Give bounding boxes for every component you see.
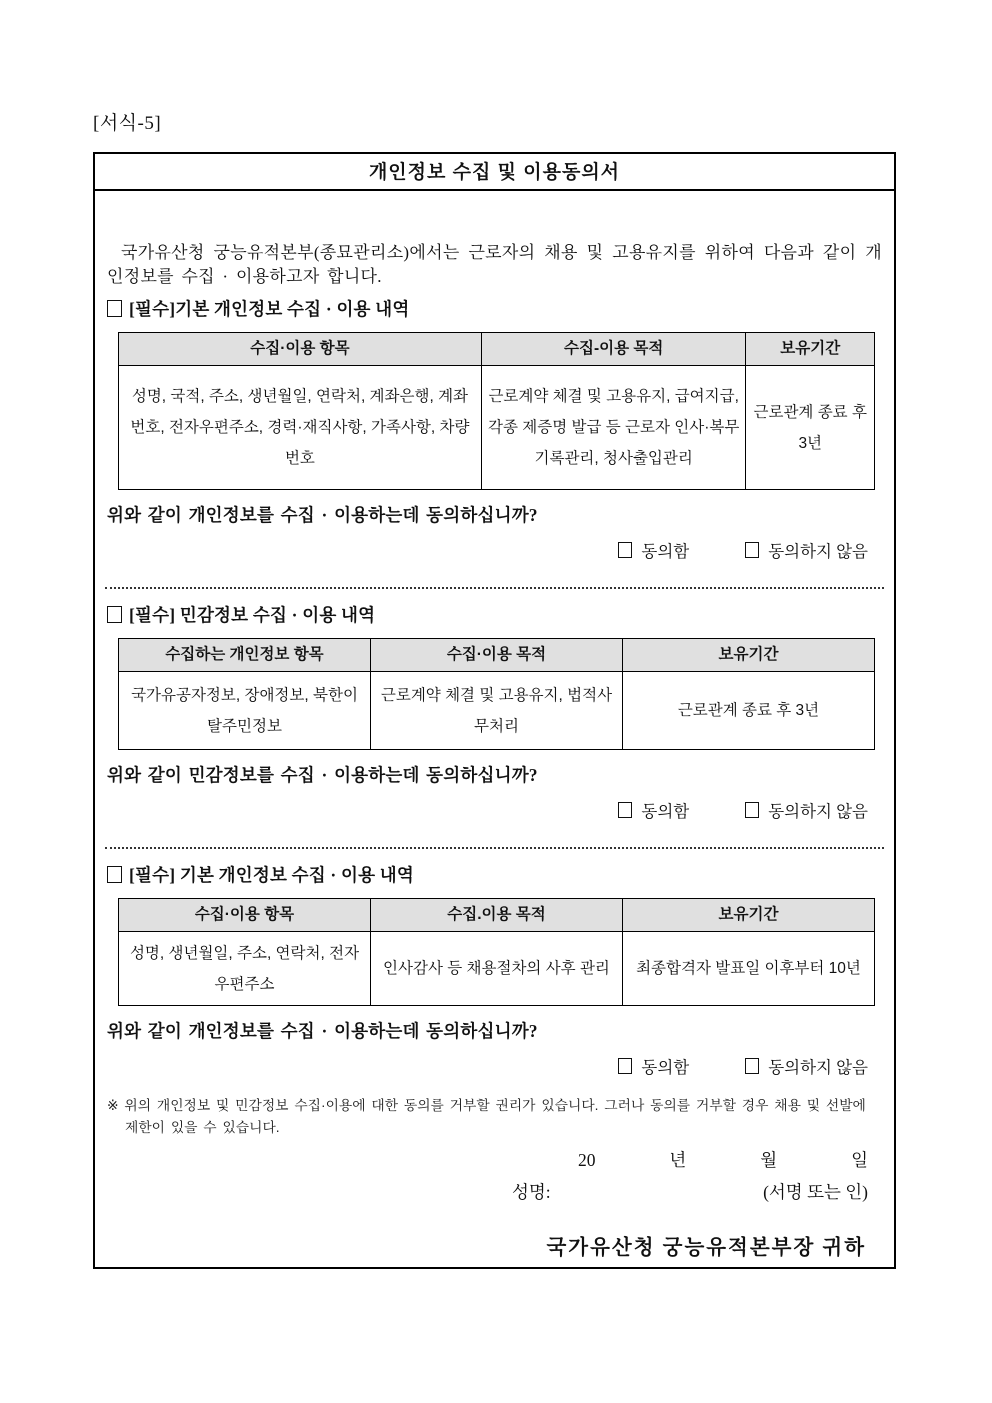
agree-option-3 (618, 1054, 689, 1078)
agree-label-3: 동의함 (641, 1058, 690, 1078)
section-heading-basic-info-1 (107, 296, 884, 321)
table-header-retention: 보유기간 (622, 899, 874, 932)
signature-line (512, 1179, 868, 1204)
agree-checkbox-1[interactable] (618, 542, 632, 558)
disagree-label-1: 동의하지 않음 (768, 542, 868, 562)
disagree-option-1 (745, 538, 868, 562)
basic-info-table-2 (118, 898, 875, 1006)
section-bullet-square-icon (107, 300, 122, 317)
consent-choices-2 (105, 798, 884, 822)
table-row (119, 932, 875, 1006)
section-heading-sensitive-info (107, 602, 884, 627)
disagree-option-2 (745, 798, 868, 822)
table-header-items: 수집·이용 항목 (119, 333, 482, 366)
table-cell-items: 성명, 생년월일, 주소, 연락처, 전자우편주소 (119, 932, 371, 1006)
table-row (119, 672, 875, 750)
table-cell-items: 국가유공자정보, 장애정보, 북한이탈주민정보 (119, 672, 371, 750)
table-cell-purpose: 인사감사 등 채용절차의 사후 관리 (370, 932, 622, 1006)
intro-paragraph: 국가유산청 궁능유적본부(종묘관리소)에서는 근로자의 채용 및 고용유지를 위하여 다음과 같이 개인정보를 수집 · 이용하고자 합니다. (107, 243, 882, 287)
consent-form (93, 152, 896, 1269)
consent-question-3: 위와 같이 개인정보를 수집 · 이용하는데 동의하십니까? (107, 1021, 538, 1042)
name-label: 성명: (512, 1182, 551, 1202)
date-year-label: 년 (669, 1150, 687, 1170)
sensitive-info-table (118, 638, 875, 750)
date-year-prefix: 20 (578, 1150, 596, 1170)
table-cell-purpose: 근로계약 체결 및 고용유지, 급여지급, 각종 제증명 발급 등 근로자 인사·복무 기록관리, 청사출입관리 (481, 366, 746, 490)
section-divider-2 (105, 847, 884, 849)
date-day-label: 일 (851, 1150, 868, 1170)
document-title: 개인정보 수집 및 이용동의서 (95, 154, 894, 191)
disagree-checkbox-3[interactable] (745, 1058, 759, 1074)
table-header-purpose: 수집.이용 목적 (370, 899, 622, 932)
table-header-row (119, 333, 875, 366)
section-bullet-square-icon (107, 866, 122, 883)
form-code-label: [서식-5] (93, 113, 162, 134)
table-cell-retention: 최종합격자 발표일 이후부터 10년 (622, 932, 874, 1006)
disagree-checkbox-1[interactable] (745, 542, 759, 558)
section-divider-1 (105, 587, 884, 589)
table-cell-retention: 근로관계 종료 후 3년 (746, 366, 875, 490)
agree-label-2: 동의함 (641, 802, 690, 822)
refusal-rights-notice: ※ 위의 개인정보 및 민감정보 수집·이용에 대한 동의를 거부할 권리가 있습니다. 그러나 동의를 거부할 경우 채용 및 선발에 제한이 있을 수 있습니다. (107, 1098, 866, 1135)
consent-question-1: 위와 같이 개인정보를 수집 · 이용하는데 동의하십니까? (107, 505, 538, 526)
consent-choices-3 (105, 1054, 884, 1078)
agree-checkbox-3[interactable] (618, 1058, 632, 1074)
table-header-purpose: 수집·이용 목적 (370, 639, 622, 672)
table-header-retention: 보유기간 (622, 639, 874, 672)
table-header-row (119, 639, 875, 672)
table-header-row (119, 899, 875, 932)
table-header-purpose: 수집-이용 목적 (481, 333, 746, 366)
disagree-label-2: 동의하지 않음 (768, 802, 868, 822)
date-line (578, 1147, 868, 1172)
section-heading-text: [필수]기본 개인정보 수집 · 이용 내역 (129, 299, 410, 320)
section-heading-basic-info-2 (107, 862, 884, 887)
agree-option-2 (618, 798, 689, 822)
disagree-checkbox-2[interactable] (745, 802, 759, 818)
disagree-option-3 (745, 1054, 868, 1078)
section-bullet-square-icon (107, 606, 122, 623)
table-cell-purpose: 근로계약 체결 및 고용유지, 법적사무처리 (370, 672, 622, 750)
consent-question-2: 위와 같이 민감정보를 수집 · 이용하는데 동의하십니까? (107, 765, 538, 786)
addressee-line: 국가유산청 궁능유적본부장 귀하 (546, 1237, 866, 1259)
basic-info-table-1 (118, 332, 875, 490)
agree-label-1: 동의함 (641, 542, 690, 562)
disagree-label-3: 동의하지 않음 (768, 1058, 868, 1078)
table-header-retention: 보유기간 (746, 333, 875, 366)
agree-checkbox-2[interactable] (618, 802, 632, 818)
section-heading-text: [필수] 민감정보 수집 · 이용 내역 (129, 605, 376, 626)
table-row (119, 366, 875, 490)
table-header-items: 수집·이용 항목 (119, 899, 371, 932)
section-heading-text: [필수] 기본 개인정보 수집 · 이용 내역 (129, 865, 415, 886)
consent-choices-1 (105, 538, 884, 562)
table-cell-retention: 근로관계 종료 후 3년 (622, 672, 874, 750)
table-header-items: 수집하는 개인정보 항목 (119, 639, 371, 672)
signature-note: (서명 또는 인) (763, 1182, 868, 1202)
table-cell-items: 성명, 국적, 주소, 생년월일, 연락처, 계좌은행, 계좌번호, 전자우편주소, 경력·재직사항, 가족사항, 차량번호 (119, 366, 482, 490)
agree-option-1 (618, 538, 689, 562)
date-month-label: 월 (760, 1150, 778, 1170)
